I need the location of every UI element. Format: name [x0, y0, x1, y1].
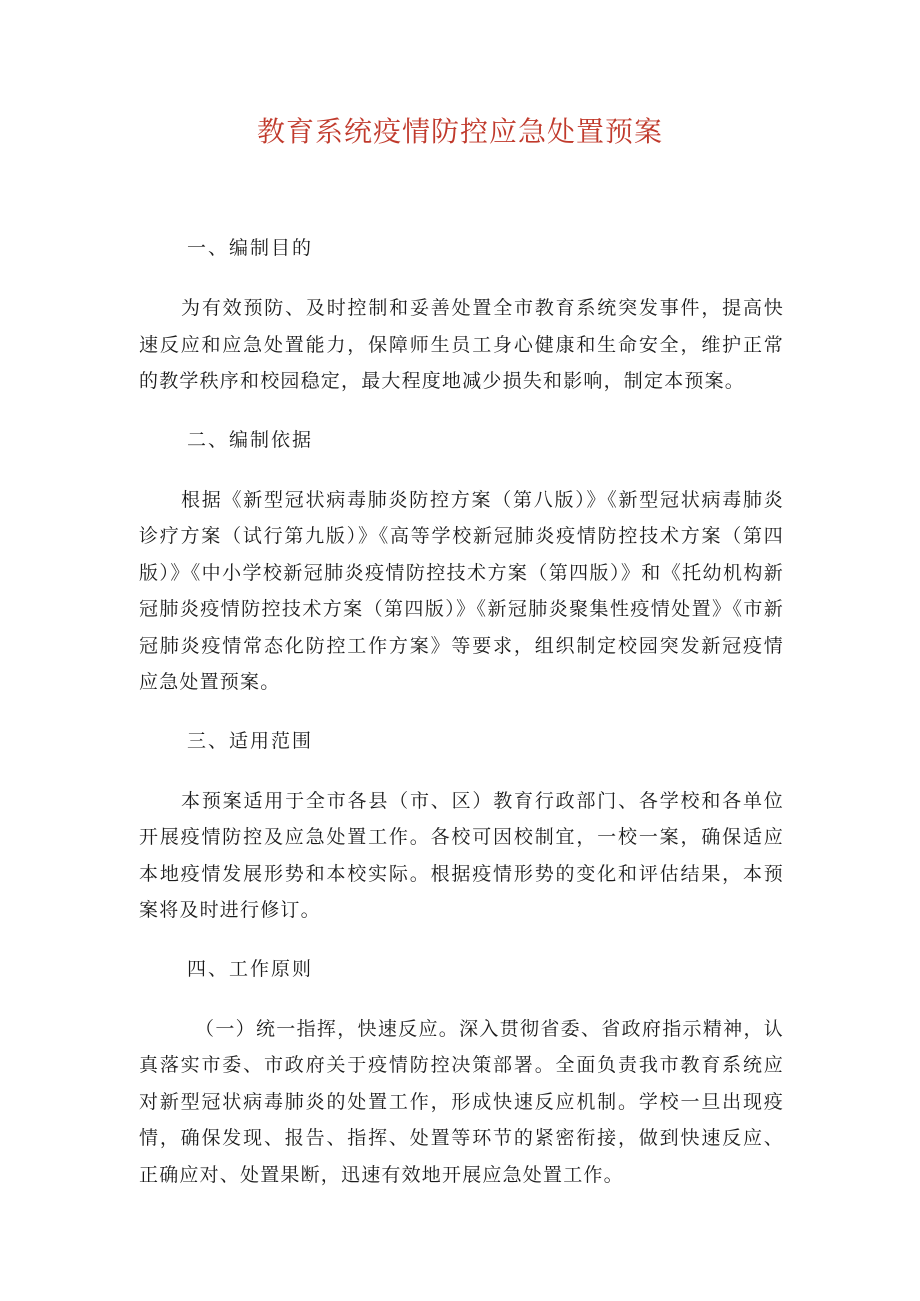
section-heading-scope: 三、适用范围 — [187, 729, 314, 752]
section-heading-principles: 四、工作原则 — [187, 957, 314, 980]
section-paragraph: （一）统一指挥，快速反应。深入贯彻省委、省政府指示精神，认真落实市委、市政府关于疫情防控决策部署。全面负责我市教育系统应对新型冠状病毒肺炎的处置工作，形成快速反应机制。学校一旦出现疫情，确保发现、报告、指挥、处置等环节的紧密衔接，做到快速反应、正确应对、处置果断，迅速有效地开展应急处置工作。 — [139, 1017, 784, 1186]
section-paragraph: 为有效预防、及时控制和妥善处置全市教育系统突发事件，提高快速反应和应急处置能力，保障师生员工身心健康和生命安全，维护正常的教学秩序和校园稳定，最大程度地减少损失和影响，制定本预案。 — [139, 297, 784, 392]
section-heading-purpose: 一、编制目的 — [187, 237, 314, 259]
document-title: 教育系统疫情防控应急处置预案 — [256, 115, 663, 148]
section-paragraph: 根据《新型冠状病毒肺炎防控方案（第八版）》《新型冠状病毒肺炎诊疗方案（试行第九版）》《高等学校新冠肺炎疫情防控技术方案（第四版）》《中小学校新冠肺炎疫情防控技术方案（第四版）》和《托幼机构新冠肺炎疫情防控技术方案（第四版）》《新冠肺炎聚集性疫情处置》《市新冠肺炎疫情常态化防控工作方案》等要求，组织制定校园突发新冠疫情应急处置预案。 — [139, 488, 784, 693]
section-heading-basis: 二、编制依据 — [187, 428, 314, 451]
document-body — [139, 230, 784, 1215]
section-paragraph: 本预案适用于全市各县（市、区）教育行政部门、各学校和各单位开展疫情防控及应急处置工作。各校可因校制宜，一校一案，确保适应本地疫情发展形势和本校实际。根据疫情形势的变化和评估结果，本预案将及时进行修订。 — [139, 789, 784, 921]
